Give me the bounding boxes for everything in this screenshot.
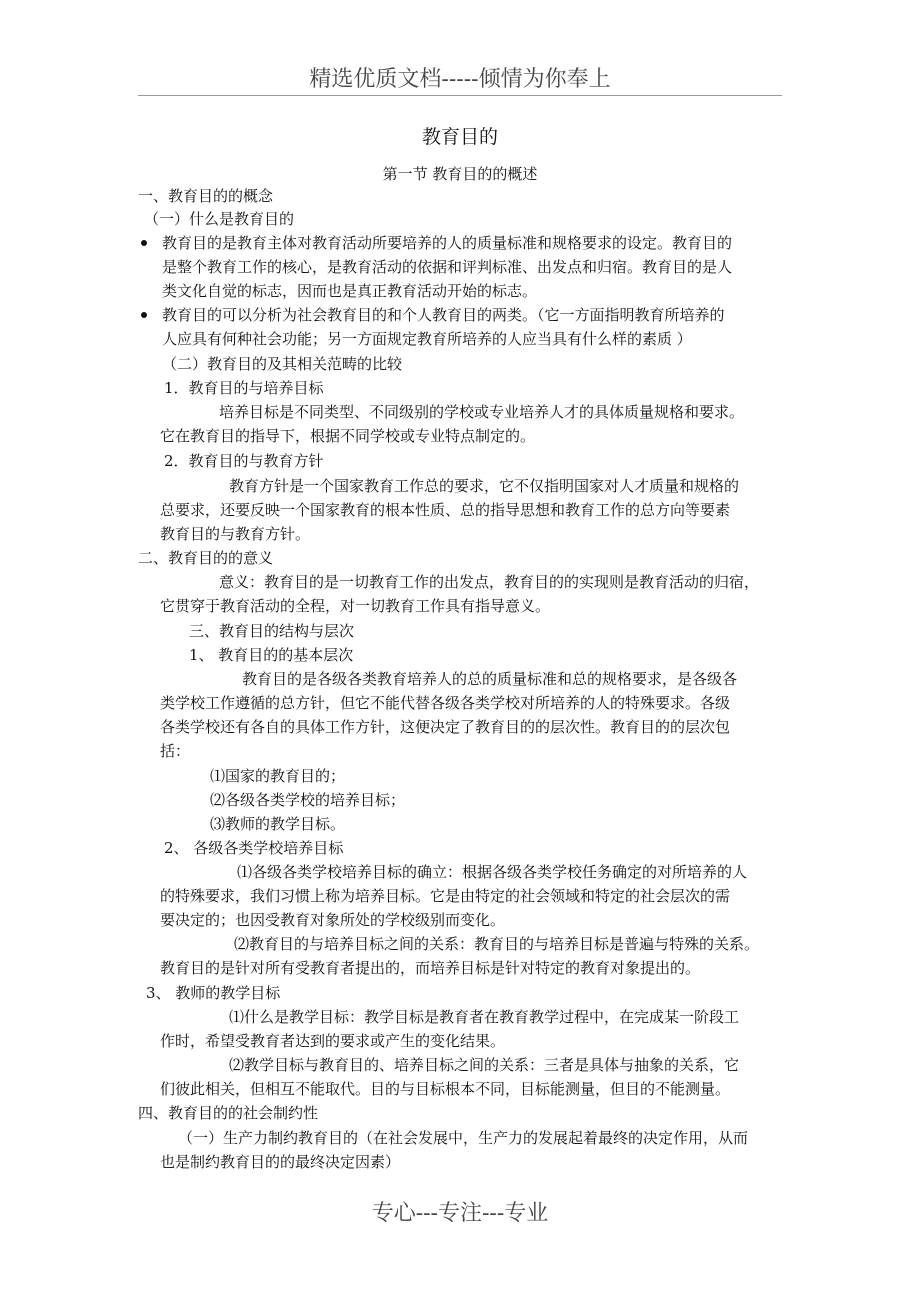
page-header: 精选优质文档-----倾情为你奉上 bbox=[309, 67, 611, 92]
paragraph-line: 它在教育目的指导下，根据不同学校或专业特点制定的。 bbox=[160, 427, 536, 445]
header-divider bbox=[138, 95, 782, 96]
document-title: 教育目的 bbox=[421, 126, 498, 148]
heading-1: 一、教育目的的概念 bbox=[138, 187, 274, 205]
paragraph-line: ⑴各级各类学校培养目标的确立：根据各级各类学校任务确定的对所培养的人 bbox=[237, 863, 748, 881]
paragraph-line: 作时，希望受教育者达到的要求或产生的变化结果。 bbox=[160, 1032, 506, 1050]
paragraph-line: 培养目标是不同类型、不同级别的学校或专业培养人才的具体质量规格和要求。 bbox=[219, 403, 745, 421]
subheading-item: 2．教育目的与教育方针 bbox=[164, 452, 324, 470]
heading-2: 二、教育目的的意义 bbox=[138, 549, 274, 567]
subheading-item: 2、 各级各类学校培养目标 bbox=[164, 839, 344, 857]
paragraph-line: 要决定的；也因受教育对象所处的学校级别而变化。 bbox=[160, 911, 506, 929]
paragraph-line: 括： bbox=[160, 742, 191, 760]
bullet-icon bbox=[141, 312, 147, 318]
heading-3: 三、教育目的结构与层次 bbox=[189, 622, 355, 640]
paragraph-line: 教育目的可以分析为社会教育目的和个人教育目的两类。（它一方面指明教育所培养的 bbox=[162, 306, 725, 324]
page-footer: 专心---专注---专业 bbox=[371, 1201, 549, 1226]
subheading-1-1: （一）什么是教育目的 bbox=[144, 210, 295, 228]
paragraph-line: 是整个教育工作的核心，是教育活动的依据和评判标准、出发点和归宿。教育目的是人 bbox=[162, 258, 733, 276]
paragraph-line: ⑴什么是教学目标：教学目标是教育者在教育教学过程中，在完成某一阶段工 bbox=[229, 1008, 740, 1026]
paragraph-line: 也是制约教育目的的最终决定因素） bbox=[160, 1153, 401, 1171]
subheading-1-2: （二）教育目的及其相关范畴的比较 bbox=[162, 355, 403, 373]
paragraph-line: 它贯穿于教育活动的全程，对一切教育工作具有指导意义。 bbox=[160, 597, 551, 615]
paragraph-line: 意义：教育目的是一切教育工作的出发点，教育目的的实现则是教育活动的归宿， bbox=[219, 573, 760, 591]
paragraph-line: 教育目的是教育主体对教育活动所要培养的人的质量标准和规格要求的设定。教育目的 bbox=[162, 234, 733, 252]
paragraph-line: 教育方针是一个国家教育工作总的要求，它不仅指明国家对人才质量和规格的 bbox=[229, 477, 740, 495]
paragraph-line: 教育目的是针对所有受教育者提出的，而培养目标是针对特定的教育对象提出的。 bbox=[160, 959, 701, 977]
paragraph-line: 教育目的与教育方针。 bbox=[160, 525, 311, 543]
subheading-item: 3、 教师的教学目标 bbox=[146, 984, 281, 1002]
section-subtitle: 第一节 教育目的的概述 bbox=[382, 165, 538, 183]
bullet-icon bbox=[141, 240, 147, 246]
paragraph-line: 类学校工作遵循的总方针，但它不能代替各级各类学校对所培养的人的特殊要求。各级 bbox=[160, 694, 731, 712]
list-item: ⑴国家的教育目的； bbox=[210, 767, 346, 785]
subheading-item: 1、 教育目的的基本层次 bbox=[189, 646, 354, 664]
paragraph-line: 们彼此相关，但相互不能取代。目的与目标根本不同，目标能测量，但目的不能测量。 bbox=[160, 1080, 731, 1098]
paragraph-line: ⑵教育目的与培养目标之间的关系：教育目的与培养目标是普遍与特殊的关系。 bbox=[234, 935, 760, 953]
heading-4: 四、教育目的的社会制约性 bbox=[138, 1104, 319, 1122]
list-item: ⑵各级各类学校的培养目标； bbox=[210, 791, 406, 809]
paragraph-line: 的特殊要求，我们习惯上称为培养目标。它是由特定的社会领域和特定的社会层次的需 bbox=[160, 887, 731, 905]
list-item: ⑶教师的教学目标。 bbox=[210, 815, 346, 833]
paragraph-line: 人应具有何种社会功能；另一方面规定教育所培养的人应当具有什么样的素质 ） bbox=[162, 330, 692, 348]
paragraph-line: ⑵教学目标与教育目的、培养目标之间的关系：三者是具体与抽象的关系，它 bbox=[229, 1056, 740, 1074]
paragraph-line: 总要求，还要反映一个国家教育的根本性质、总的指导思想和教育工作的总方向等要素 bbox=[160, 501, 731, 519]
paragraph-line: （一）生产力制约教育目的（在社会发展中，生产力的发展起着最终的决定作用，从而 bbox=[178, 1129, 749, 1147]
paragraph-line: 各类学校还有各自的具体工作方针，这便决定了教育目的的层次性。教育目的的层次包 bbox=[160, 718, 731, 736]
paragraph-line: 类文化自觉的标志，因而也是真正教育活动开始的标志。 bbox=[162, 282, 538, 300]
subheading-item: 1．教育目的与培养目标 bbox=[164, 379, 324, 397]
paragraph-line: 教育目的是各级各类教育培养人的总的质量标准和总的规格要求，是各级各 bbox=[242, 670, 738, 688]
